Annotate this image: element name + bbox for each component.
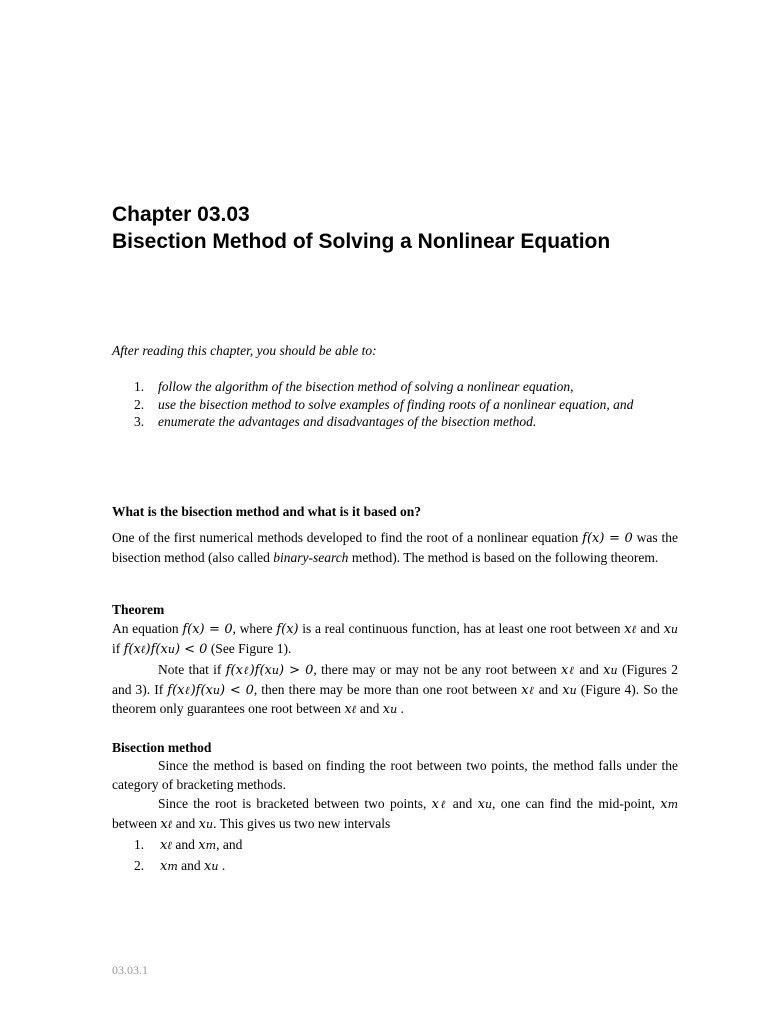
intro-text: After reading this chapter, you should be able to: [112, 343, 377, 358]
chapter-number: Chapter 03.03 [112, 203, 250, 226]
equation: f(x) = 0 [182, 622, 233, 637]
note-paragraph: Note that if f(xℓ)f(xu) > 0, there may or may not be any root between xℓ and xu (Figures 2 and 3). If f(xℓ)f(xu) < 0, then there may be more than one root between xℓ and xu (Figure 4). So the theorem only guarantees one root between xℓ and xu . [112, 662, 679, 717]
list-item: 2. xm and xu . [134, 858, 226, 874]
chapter-heading [112, 201, 678, 255]
intervals-list [112, 835, 678, 877]
paragraph: One of the first numerical methods developed to find the root of a nonlinear equation f(x) = 0 was the bisection method (also called binary-search method). The method is based on the following theorem. [112, 530, 679, 565]
section-heading: What is the bisection method and what is it based on? [112, 504, 422, 519]
list-item: 1. follow the algorithm of the bisection method of solving a nonlinear equation, [134, 379, 574, 394]
list-item: 1. xℓ and xm, and [134, 837, 243, 853]
list-item: 2. use the bisection method to solve examples of finding roots of a nonlinear equation, and [134, 396, 634, 412]
theorem-heading: Theorem [112, 602, 165, 617]
theorem-paragraph: An equation f(x) = 0, where f(x) is a real continuous function, has at least one root between xℓ and xu if f(xℓ)f(xu) < 0 (See Figure 1). [112, 621, 678, 657]
chapter-title: Bisection Method of Solving a Nonlinear Equation [112, 230, 611, 253]
equation: f(x) = 0 [582, 531, 633, 546]
paragraph: Since the root is bracketed between two points, xℓ and xu, one can find the mid-point, xm between xℓ and xu. This gives us two new intervals [112, 796, 679, 832]
bisection-heading: Bisection method [112, 740, 212, 755]
objectives-list [112, 378, 678, 431]
page-number: 03.03.1 [112, 963, 148, 977]
list-item: 3. enumerate the advantages and disadvantages of the bisection method. [134, 414, 537, 429]
paragraph: Since the method is based on finding the root between two points, the method falls under the category of bracketing methods. [112, 758, 678, 792]
